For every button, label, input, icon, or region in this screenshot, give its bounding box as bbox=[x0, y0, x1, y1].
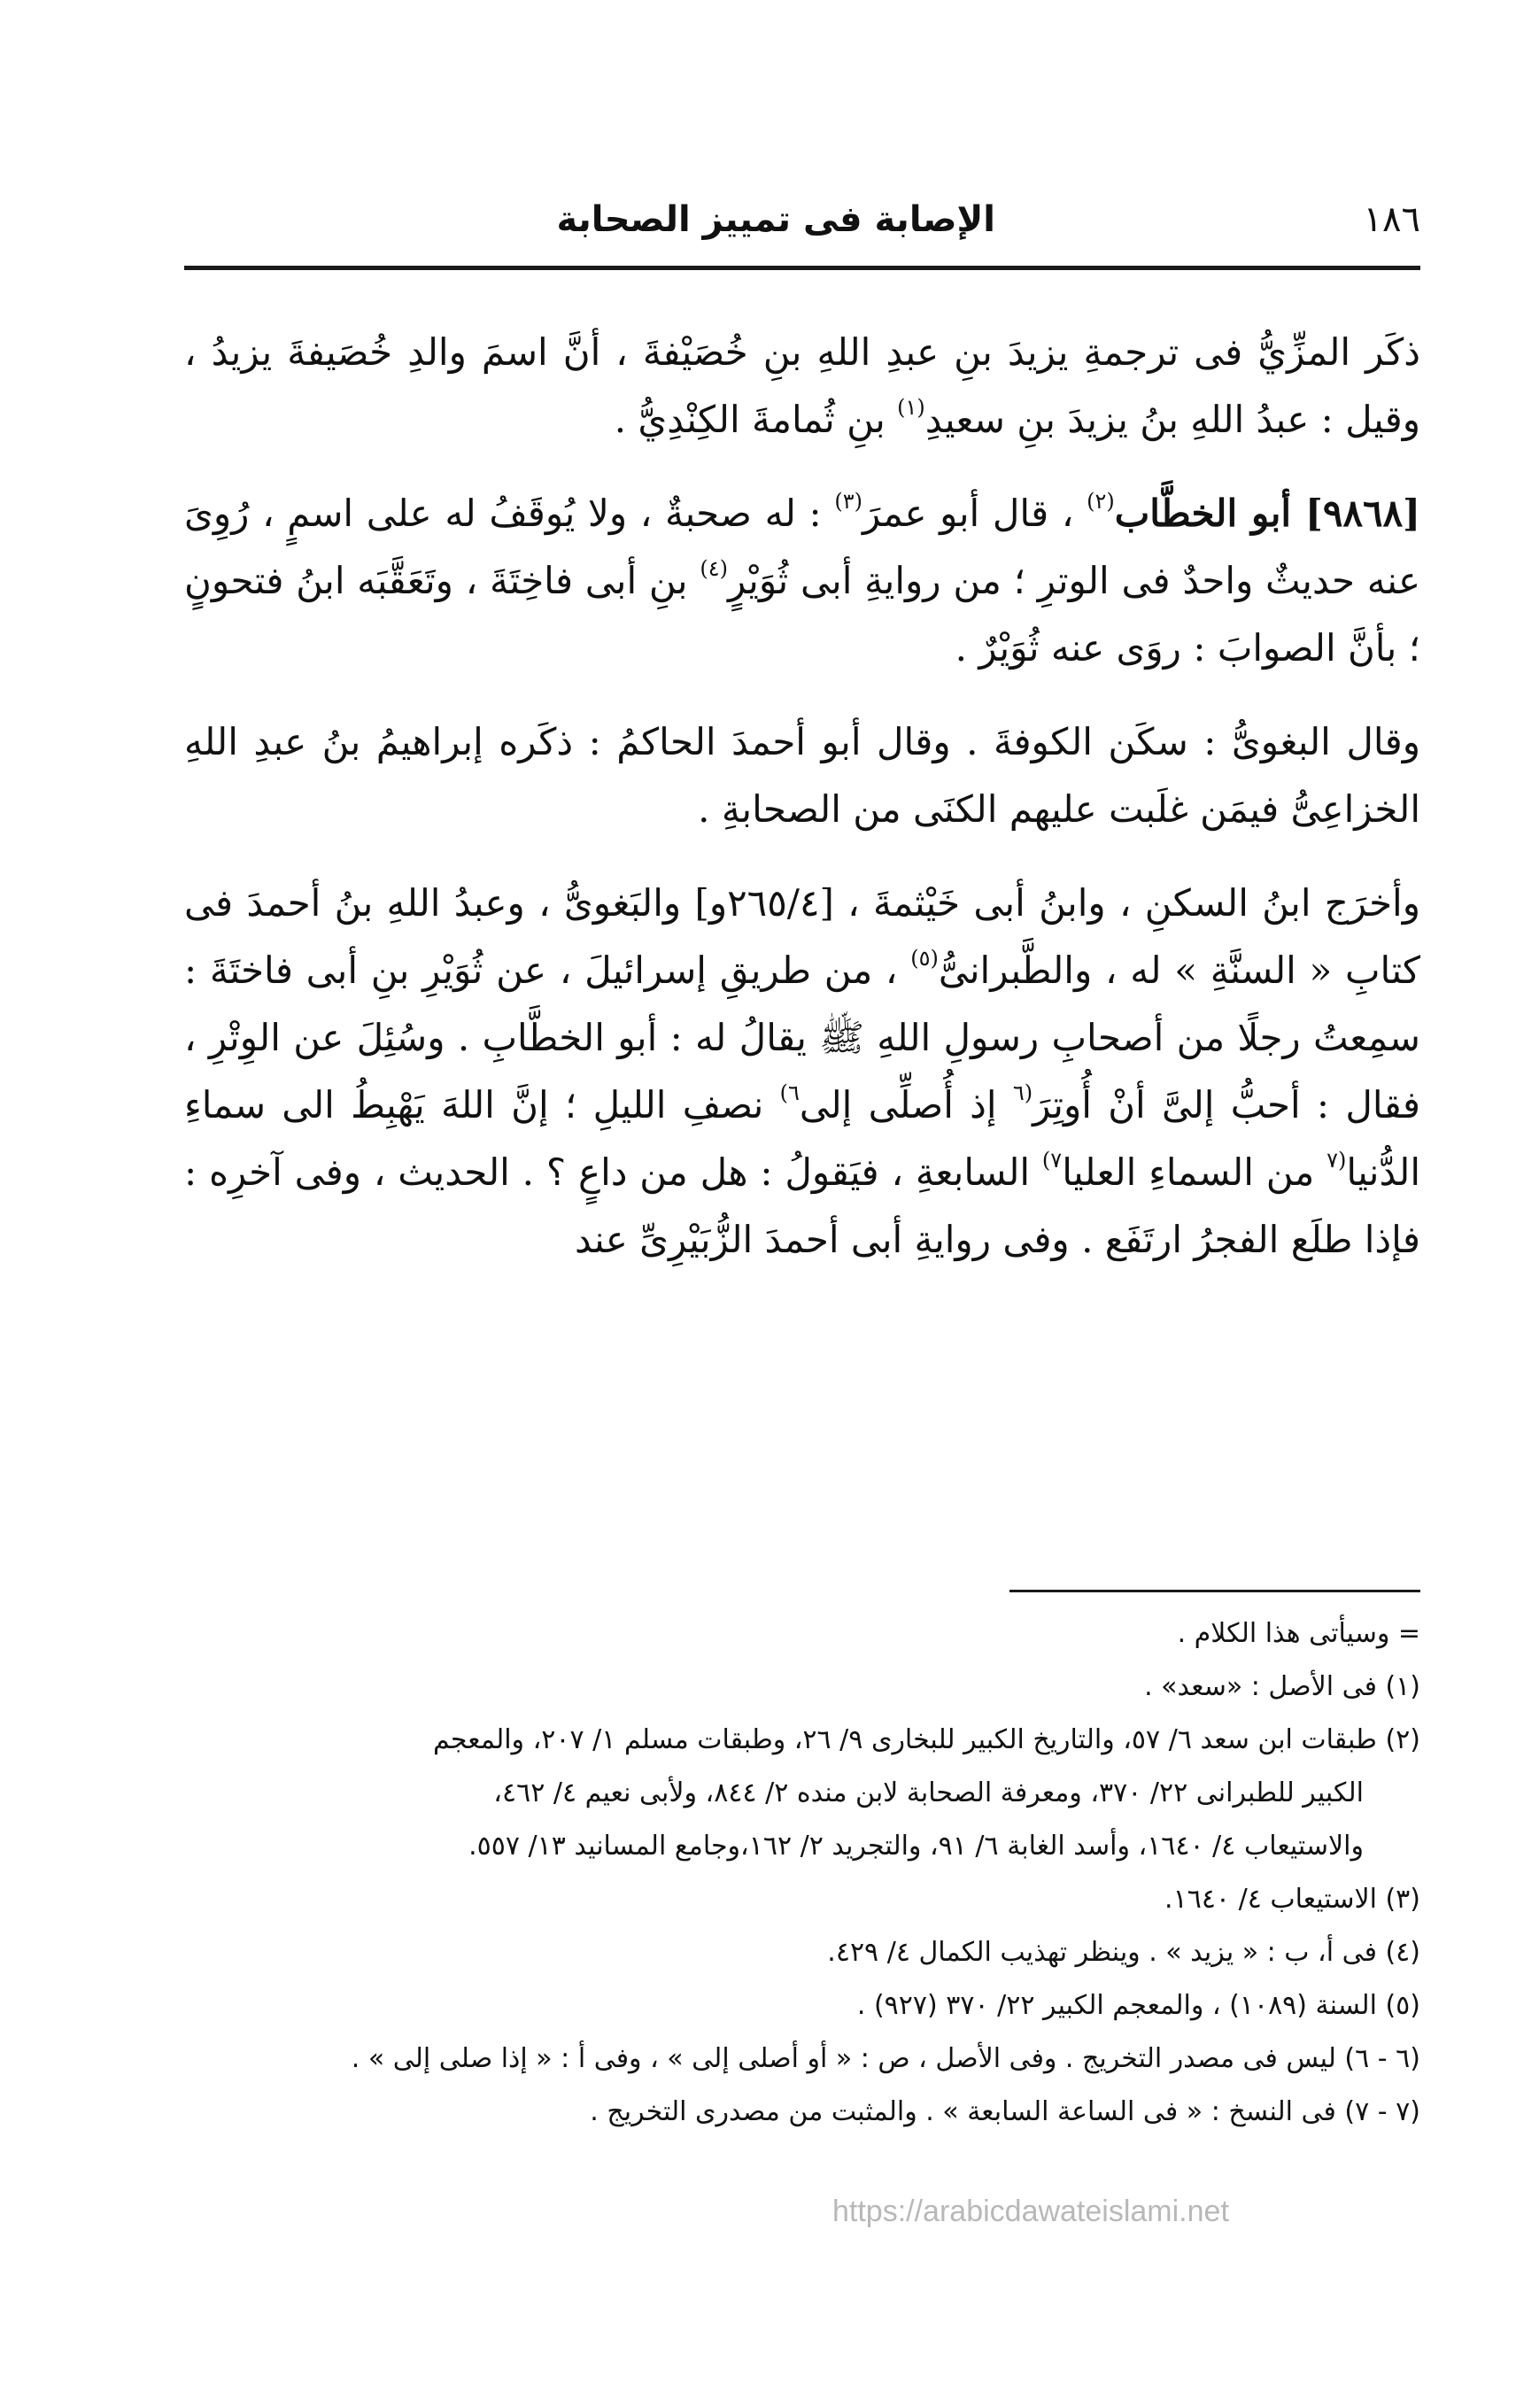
entry-name: أبو الخطَّاب bbox=[1114, 492, 1306, 535]
paragraph-1 bbox=[184, 319, 1420, 453]
book-title: الإصابة فى تمييز الصحابة bbox=[556, 199, 995, 240]
footnote-ref[interactable]: ٧) bbox=[1041, 1148, 1063, 1173]
watermark-url: https://arabicdawateislami.net bbox=[832, 2195, 1229, 2228]
text-line: بنِ ثُمامةَ الكِنْدِيُّ . bbox=[614, 398, 898, 441]
footnote-1: (١) فى الأصل : «سعد» . bbox=[1144, 1671, 1420, 1702]
text-line: ذكَر المزِّيُّ فى ترجمةِ يزيدَ بنِ عبدِ اللهِ بنِ خُصَيْفةَ ، أنَّ اسمَ والدِ خُصَيفةَ bbox=[287, 330, 1420, 374]
footnote-ref[interactable]: (٤) bbox=[700, 556, 728, 581]
footnote-ref[interactable]: (٦ bbox=[1012, 1080, 1033, 1105]
entry-number: [٩٨٦٨] bbox=[1305, 492, 1420, 535]
text-run: وقال البغوىُّ : سكَن الكوفةَ . وقال أبو أحمدَ الحاكمُ : ذكَره إبراهيمُ بنُ عبدِ اللهِ الخزاعِىُّ فيمَن غلَبت عليهم الكنَى من الصحابةِ . bbox=[184, 720, 1420, 831]
footnote-line: = وسيأتى هذا الكلام . bbox=[1177, 1618, 1420, 1649]
footnote-ref[interactable]: (٧ bbox=[1326, 1148, 1347, 1173]
text-run: وأخرَج ابنُ السكنِ ، وابنُ أبى خَيْثمةَ ، [٢٦٥/٤و] والبَغوىُّ ، وعبدُ اللهِ بنُ أحمدَ فى كتابِ « السنَّةِ » له ، والطَّبرانىُّ bbox=[184, 881, 1420, 992]
footnote-ref[interactable]: (٥) bbox=[910, 946, 939, 971]
footnote-2-cont: والاستيعاب ٤/ ١٦٤٠، وأسد الغابة ٦/ ٩١، والتجريد ٢/ ١٦٢،وجامع المسانيد ١٣/ ٥٥٧. bbox=[468, 1831, 1364, 1862]
footnote-3: (٣) الاستيعاب ٤/ ١٦٤٠. bbox=[1164, 1884, 1420, 1915]
footnote-4: (٤) فى أ، ب : « يزيد » . وينظر تهذيب الكمال ٤/ ٤٢٩. bbox=[827, 1937, 1420, 1968]
footnote-2-cont: الكبير للطبرانى ٢٢/ ٣٧٠، ومعرفة الصحابة لابن منده ٢/ ٨٤٤، ولأبى نعيم ٤/ ٤٦٢، bbox=[493, 1777, 1364, 1808]
footnote-ref[interactable]: ٦) bbox=[779, 1080, 800, 1105]
text-line: يزيدُ ، وقيل : عبدُ اللهِ بنُ يزيدَ بنِ سعيدِ bbox=[184, 330, 1420, 441]
footnote-7: (٧ - ٧) فى النسخ : « فى الساعة السابعة » . والمثبت من مصدرى التخريج . bbox=[590, 2096, 1420, 2127]
page-number: ١٨٦ bbox=[1363, 199, 1420, 240]
text-run: ، قال أبو عمرَ bbox=[862, 492, 1087, 535]
text-run: السابعةِ ، فيَقولُ : هل من داعٍ ؟ . الحديث ، وفى آخرِه : فإذا طلَع الفجرُ ارتَفَع . وفى روايةِ أبى أحمدَ الزُّبَيْرِىِّ عند bbox=[184, 1150, 1420, 1261]
text-run: نصفِ الليلِ ؛ إنَّ اللهَ يَهْبِطُ الى سماءِ الدُّنيا bbox=[184, 1083, 1420, 1194]
text-run: ، من طريقِ إسرائيلَ ، عن ثُوَيْرِ بنِ أبى فاختَةَ : سمِعتُ رجلًا من أصحابِ رسولِ اللهِ ﷺ يقالُ له : أبو الخطَّابِ . وسُئِلَ عن الوِتْرِ ، فقال : أحبُّ إلىَّ أنْ أُوتِرَ bbox=[184, 948, 1421, 1127]
footnote-separator bbox=[1009, 1590, 1420, 1592]
footnote-6: (٦ - ٦) ليس فى مصدر التخريج . وفى الأصل ، ص : « أو أصلى إلى » ، وفى أ : « إذا صلى إلى » . bbox=[351, 2043, 1420, 2074]
paragraph-3 bbox=[184, 708, 1420, 843]
main-text bbox=[184, 319, 1420, 1300]
text-run: : له صحبةٌ ، ولا يُوقَفُ له على اسمٍ ، رُوِىَ عنه حديثٌ واحدٌ فى الوترِ ؛ من روايةِ أبى ثُوَيْرٍ bbox=[184, 492, 1421, 602]
running-header bbox=[184, 193, 1420, 255]
footnote-5: (٥) السنة (١٠٨٩) ، والمعجم الكبير ٢٢/ ٣٧٠ (٩٢٧) . bbox=[856, 1990, 1420, 2021]
entry-9868 bbox=[184, 480, 1420, 682]
footnote-ref[interactable]: (١) bbox=[897, 395, 925, 420]
footnote-ref[interactable]: (٢) bbox=[1087, 489, 1115, 514]
paragraph-4 bbox=[184, 870, 1420, 1274]
text-run: إذ أُصلِّى إلى bbox=[799, 1083, 1013, 1127]
text-run: بنِ أبى فاخِتَةَ ، وتَعَقَّبَه ابنُ فتحونٍ ؛ بأنَّ الصوابَ : روَى عنه ثُوَيْرٌ . bbox=[184, 559, 1420, 670]
footnote-ref[interactable]: (٣) bbox=[834, 489, 862, 514]
footnote-2: (٢) طبقات ابن سعد ٦/ ٥٧، والتاريخ الكبير للبخارى ٩/ ٢٦، وطبقات مسلم ١/ ٢٠٧، والمعجم bbox=[432, 1724, 1420, 1755]
header-rule bbox=[184, 266, 1420, 270]
footnotes bbox=[184, 1607, 1420, 2139]
text-run: من السماءِ العليا bbox=[1062, 1150, 1327, 1194]
